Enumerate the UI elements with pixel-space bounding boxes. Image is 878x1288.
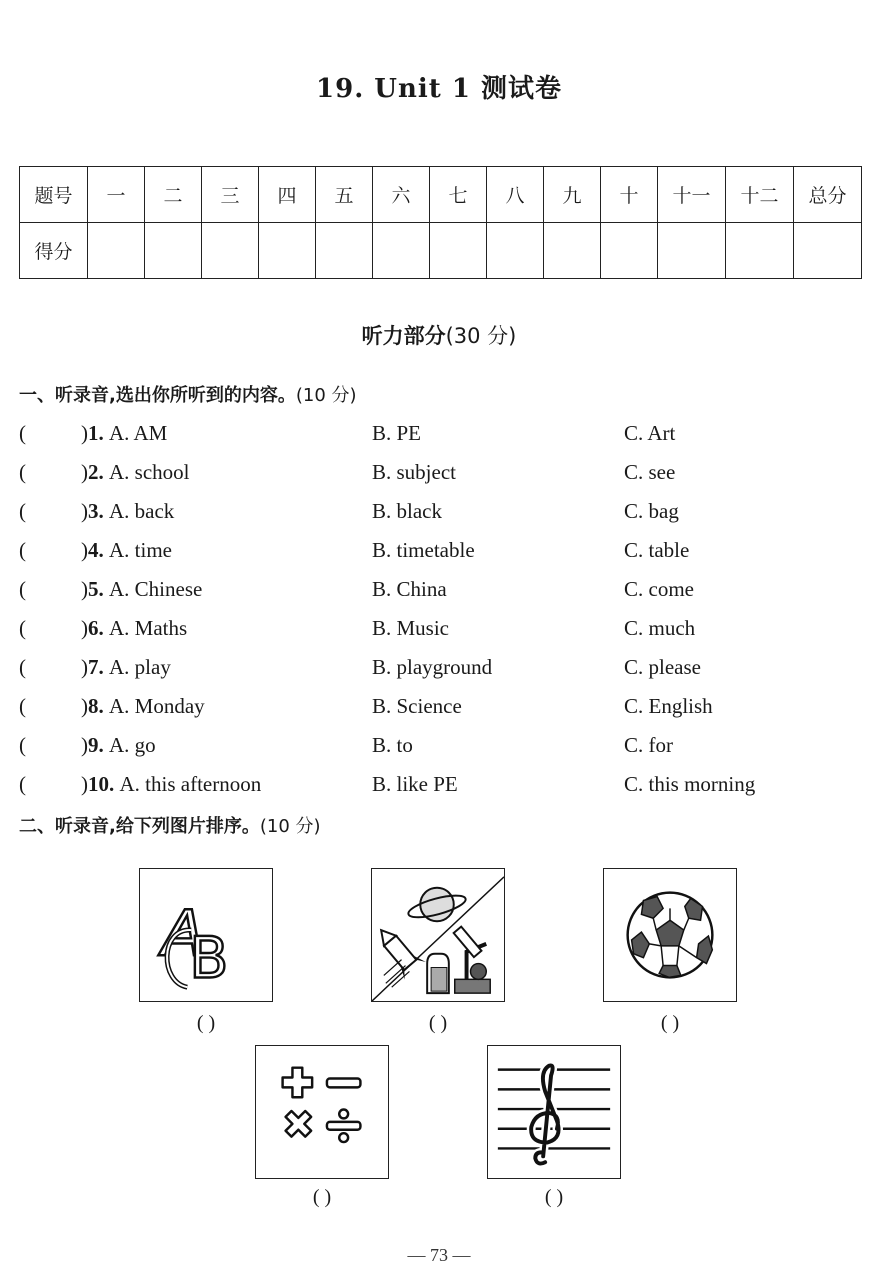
question-option-a: )8. A. Monday — [81, 694, 205, 718]
score-cell[interactable] — [487, 223, 544, 279]
question-number: 8 — [88, 694, 99, 718]
question-option-b: B. Music — [372, 616, 450, 640]
question-option-c: C. for — [624, 733, 673, 757]
answer-blank-open[interactable]: ( — [19, 460, 26, 484]
option-a-text: A. go — [109, 733, 156, 757]
picture-4-answer-blank[interactable]: ( ) — [312, 1186, 332, 1208]
question-option-a: )5. A. Chinese — [81, 577, 203, 601]
header-cell: 八 — [487, 167, 544, 223]
listening-points: (30 分) — [445, 324, 517, 348]
option-a-text: A. Monday — [109, 694, 205, 718]
score-cell[interactable] — [601, 223, 658, 279]
math-symbols-icon — [255, 1045, 389, 1179]
header-cell: 七 — [430, 167, 487, 223]
option-a-text: A. this afternoon — [119, 772, 262, 796]
picture-5-answer-blank[interactable]: ( ) — [544, 1186, 564, 1208]
question-option-c: C. much — [624, 616, 696, 640]
question-row — [19, 733, 859, 763]
question-option-b: B. to — [372, 733, 413, 757]
question-number: 9 — [88, 733, 99, 757]
picture-2-answer-blank[interactable]: ( ) — [428, 1012, 448, 1034]
option-a-text: A. time — [109, 538, 172, 562]
question-option-b: B. playground — [372, 655, 493, 679]
page-number: — 73 — — [407, 1245, 471, 1265]
question-row — [19, 460, 859, 490]
score-table-score-row — [20, 223, 862, 279]
header-cell: 十二 — [726, 167, 794, 223]
header-cell: 九 — [544, 167, 601, 223]
question-number: 1 — [88, 421, 99, 445]
score-table-header-row — [20, 167, 862, 223]
header-cell: 三 — [202, 167, 259, 223]
score-table — [19, 166, 862, 279]
score-cell[interactable] — [145, 223, 202, 279]
question-row — [19, 577, 859, 607]
option-a-text: A. Maths — [109, 616, 188, 640]
option-a-text: A. back — [109, 499, 175, 523]
question-row — [19, 538, 859, 568]
question-option-b: B. Science — [372, 694, 462, 718]
header-cell: 四 — [259, 167, 316, 223]
answer-blank-open[interactable]: ( — [19, 655, 26, 679]
question-number: 3 — [88, 499, 99, 523]
answer-blank-open[interactable]: ( — [19, 772, 26, 796]
question-option-b: B. subject — [372, 460, 456, 484]
score-cell[interactable] — [430, 223, 487, 279]
header-cell: 五 — [316, 167, 373, 223]
listening-section-title — [0, 320, 878, 350]
listening-title: 听力部分 — [361, 324, 446, 348]
score-cell[interactable] — [88, 223, 145, 279]
answer-blank-open[interactable]: ( — [19, 538, 26, 562]
question-number: 10 — [88, 772, 109, 796]
question-number: 7 — [88, 655, 99, 679]
header-cell: 十 — [601, 167, 658, 223]
question-option-a: )10. A. this afternoon — [81, 772, 262, 796]
question-option-a: )6. A. Maths — [81, 616, 188, 640]
option-a-text: A. play — [109, 655, 171, 679]
abc-letters-icon — [139, 868, 273, 1002]
score-cell[interactable] — [316, 223, 373, 279]
question-option-b: B. China — [372, 577, 447, 601]
part2-heading — [19, 812, 321, 838]
question-option-c: C. see — [624, 460, 676, 484]
question-option-a: )4. A. time — [81, 538, 172, 562]
header-cell: 六 — [373, 167, 430, 223]
part1-heading-text: 一、听录音,选出你所听到的内容。 — [19, 385, 296, 406]
music-treble-clef-icon — [487, 1045, 621, 1179]
part1-heading — [19, 381, 357, 407]
option-a-text: A. Chinese — [109, 577, 203, 601]
question-row — [19, 421, 859, 451]
score-cell[interactable] — [726, 223, 794, 279]
svg-text:A: A — [161, 896, 205, 971]
question-row — [19, 499, 859, 529]
header-cell: 十一 — [658, 167, 726, 223]
part2-points: (10 分) — [259, 816, 321, 837]
question-option-c: C. please — [624, 655, 701, 679]
score-row-label: 得分 — [20, 223, 88, 279]
question-number: 5 — [88, 577, 99, 601]
score-cell[interactable] — [259, 223, 316, 279]
score-cell[interactable] — [202, 223, 259, 279]
question-option-a: )7. A. play — [81, 655, 171, 679]
answer-blank-open[interactable]: ( — [19, 616, 26, 640]
question-row — [19, 616, 859, 646]
question-row — [19, 772, 859, 802]
question-option-c: C. English — [624, 694, 713, 718]
question-option-a: )9. A. go — [81, 733, 156, 757]
header-cell: 二 — [145, 167, 202, 223]
part2-heading-text: 二、听录音,给下列图片排序。 — [19, 816, 260, 837]
answer-blank-open[interactable]: ( — [19, 694, 26, 718]
question-option-b: B. timetable — [372, 538, 475, 562]
answer-blank-open[interactable]: ( — [19, 733, 26, 757]
question-option-a: )3. A. back — [81, 499, 175, 523]
question-option-b: B. like PE — [372, 772, 458, 796]
option-a-text: A. school — [109, 460, 190, 484]
question-option-c: C. this morning — [624, 772, 756, 796]
question-option-c: C. Art — [624, 421, 676, 445]
score-cell[interactable] — [794, 223, 862, 279]
picture-1-answer-blank[interactable]: ( ) — [196, 1012, 216, 1034]
page-title: 19. Unit 1 测试卷 — [316, 74, 562, 104]
question-number: 4 — [88, 538, 99, 562]
header-cell: 题号 — [20, 167, 88, 223]
score-cell[interactable] — [544, 223, 601, 279]
option-a-text: A. AM — [109, 421, 168, 445]
question-option-c: C. come — [624, 577, 694, 601]
question-option-c: C. bag — [624, 499, 679, 523]
svg-text:B: B — [189, 925, 229, 992]
science-icon — [371, 868, 505, 1002]
picture-3-answer-blank[interactable]: ( ) — [660, 1012, 680, 1034]
question-option-c: C. table — [624, 538, 690, 562]
answer-blank-open[interactable]: ( — [19, 577, 26, 601]
score-cell[interactable] — [658, 223, 726, 279]
question-row — [19, 655, 859, 685]
header-cell: 一 — [88, 167, 145, 223]
question-option-a: )2. A. school — [81, 460, 190, 484]
answer-blank-open[interactable]: ( — [19, 421, 26, 445]
question-number: 6 — [88, 616, 99, 640]
football-icon — [603, 868, 737, 1002]
question-option-b: B. PE — [372, 421, 422, 445]
question-row — [19, 694, 859, 724]
answer-blank-open[interactable]: ( — [19, 499, 26, 523]
score-cell[interactable] — [373, 223, 430, 279]
header-cell: 总分 — [794, 167, 862, 223]
question-option-b: B. black — [372, 499, 442, 523]
part1-points: (10 分) — [295, 385, 357, 406]
question-option-a: )1. A. AM — [81, 421, 168, 445]
question-number: 2 — [88, 460, 99, 484]
